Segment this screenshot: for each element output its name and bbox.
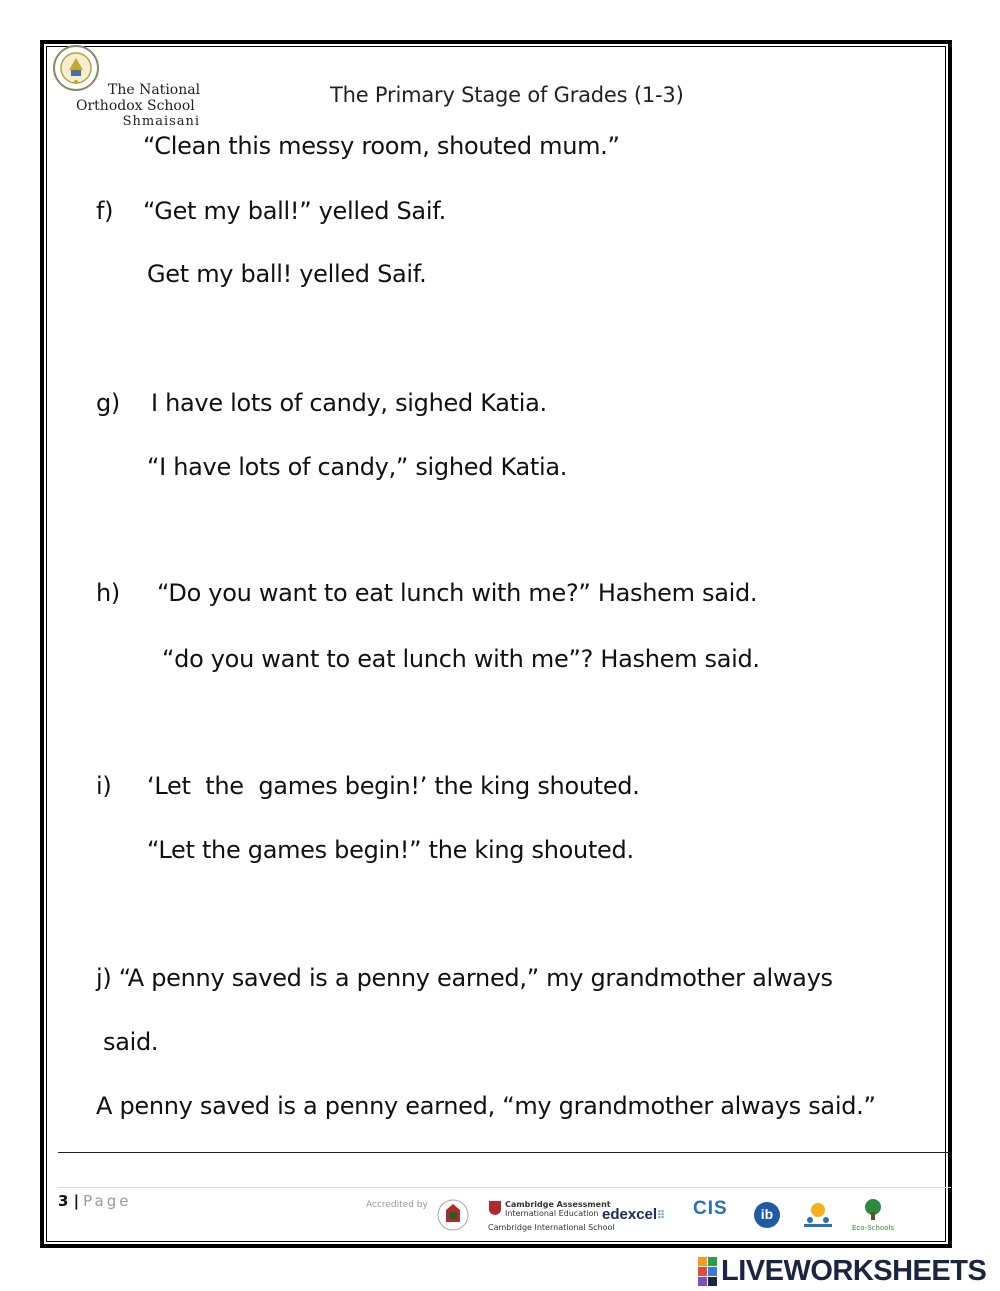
school-name-line2: Orthodox School (76, 98, 195, 114)
page-number (58, 1192, 131, 1210)
page-word: Page (83, 1192, 132, 1210)
eco-schools-logo (852, 1198, 894, 1233)
cambridge-line2: International Education (505, 1209, 599, 1218)
exercise-f-answer: Get my ball! yelled Saif. (147, 260, 427, 288)
exercise-g-prompt: I have lots of candy, sighed Katia. (151, 389, 547, 417)
school-name-line1: The National (108, 82, 201, 98)
arab-schools-logo (800, 1198, 836, 1234)
exercise-g-answer: “I have lots of candy,” sighed Katia. (147, 453, 568, 481)
exercise-j-prompt-line2: said. (103, 1028, 159, 1056)
cambridge-line1: Cambridge Assessment (505, 1200, 611, 1209)
cis-text: CIS (693, 1198, 728, 1219)
school-name (76, 82, 200, 130)
jordan-emblem (436, 1198, 470, 1236)
jordan-emblem-icon (436, 1198, 470, 1232)
cambridge-logo (488, 1200, 615, 1232)
edexcel-text: edexcel (602, 1206, 658, 1223)
edexcel-dots-icon: ⠿ (657, 1210, 666, 1222)
exercise-h-prompt: “Do you want to eat lunch with me?” Hashem said. (157, 579, 758, 607)
cambridge-shield-icon (488, 1200, 502, 1216)
liveworksheets-watermark[interactable] (698, 1255, 986, 1288)
exercise-j-answer: A penny saved is a penny earned, “my grandmother always said.” (96, 1092, 876, 1120)
school-name-line3: Shmaisani (122, 114, 201, 129)
liveworksheets-brand: LIVEWORKSHEETS (721, 1255, 987, 1287)
liveworksheets-logo-icon (698, 1257, 718, 1287)
edexcel-logo (602, 1206, 665, 1223)
exercise-i-label: i) (96, 772, 112, 800)
eco-text: Eco-Schools (852, 1224, 895, 1232)
exercise-i-answer: “Let the games begin!” the king shouted. (147, 836, 634, 864)
exercise-h-label: h) (96, 579, 120, 607)
page-number-value: 3 | (58, 1192, 80, 1210)
exercise-f-label: f) (96, 197, 114, 225)
footer-rule (58, 1152, 951, 1153)
accredited-label: Accredited by (366, 1200, 428, 1210)
exercise-j-prompt-line1: j) “A penny saved is a penny earned,” my grandmother always (96, 964, 833, 992)
header-title: The Primary Stage of Grades (1-3) (330, 83, 684, 107)
exercise-f-prompt: “Get my ball!” yelled Saif. (143, 197, 446, 225)
ib-logo (752, 1200, 782, 1234)
tree-icon (859, 1198, 887, 1220)
cis-logo (693, 1198, 728, 1220)
exercise-i-prompt: ‘Let the games begin!’ the king shouted. (147, 772, 640, 800)
exercise-e-answer: “Clean this messy room, shouted mum.” (143, 132, 620, 160)
sun-people-icon (800, 1198, 836, 1230)
exercise-g-label: g) (96, 389, 120, 417)
cambridge-line3: Cambridge International School (488, 1223, 615, 1232)
exercise-h-answer: “do you want to eat lunch with me”? Hashem said. (162, 645, 760, 673)
footer-rule-light (58, 1187, 951, 1188)
ib-text: ib (760, 1206, 774, 1222)
